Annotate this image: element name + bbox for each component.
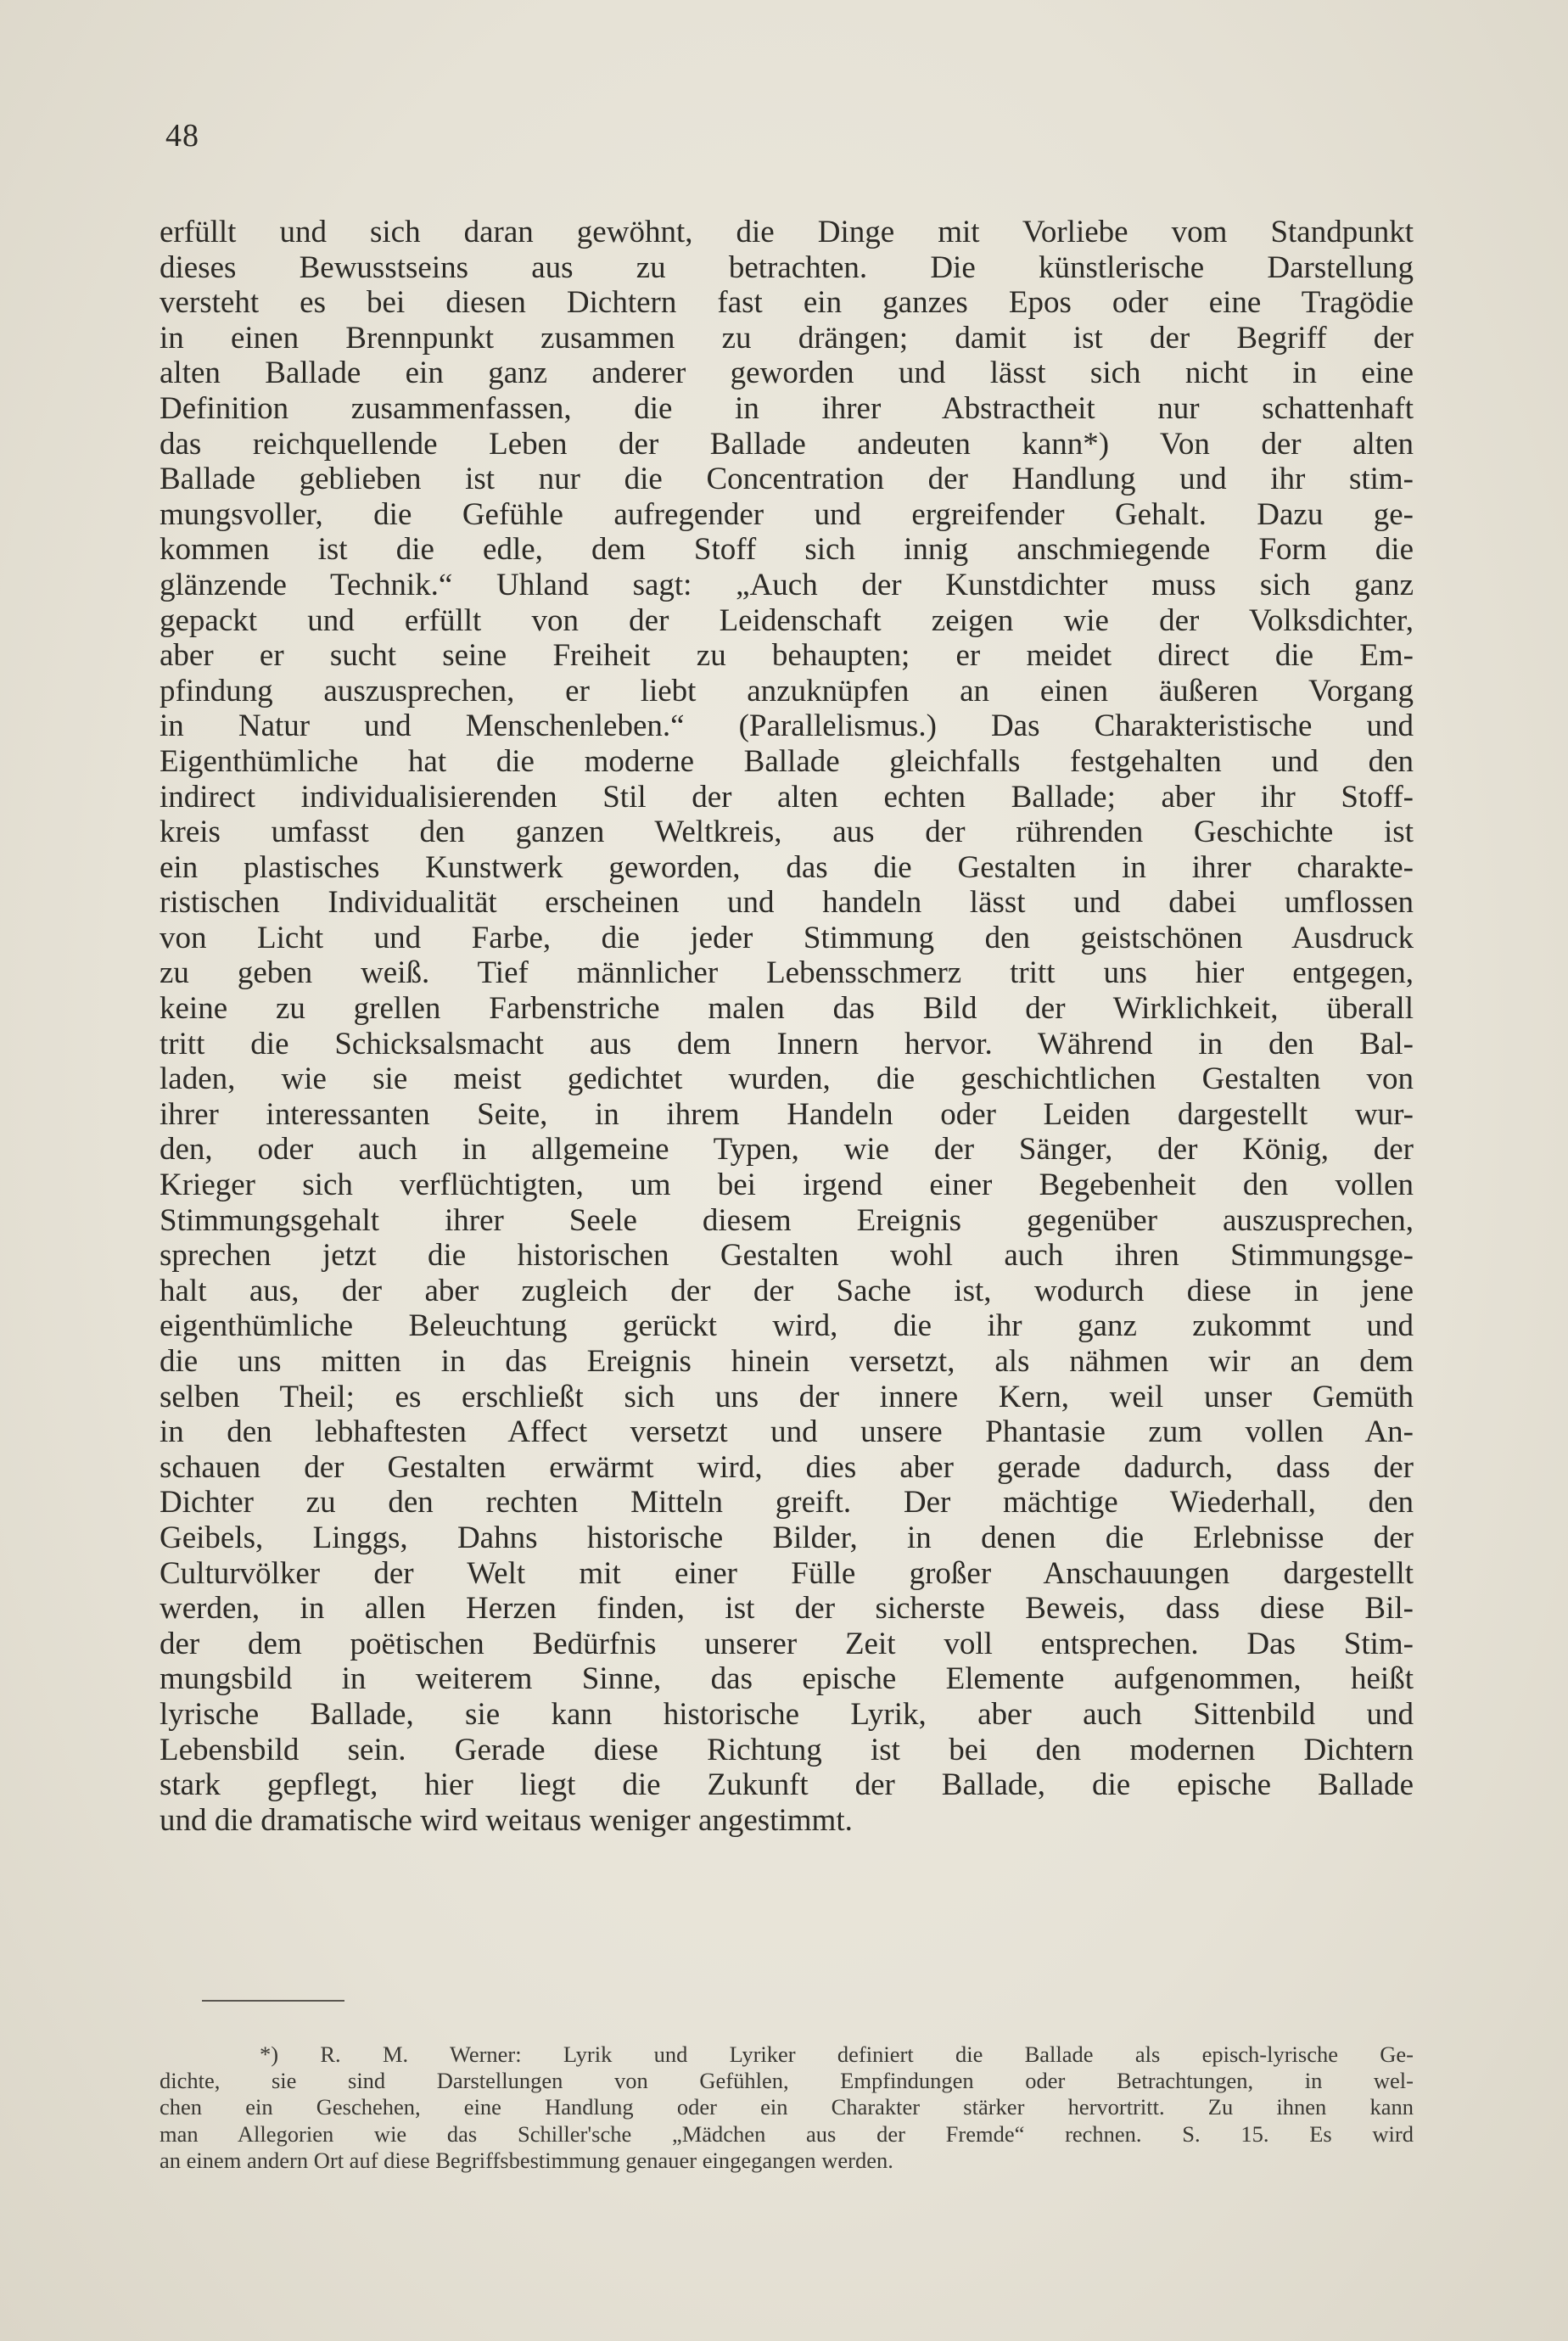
page-number: 48: [165, 118, 199, 154]
text-line: in einen Brennpunkt zusammen zu drängen; damit ist der Begriff der: [160, 320, 1414, 356]
text-line: glänzende Technik.“ Uhland sagt: „Auch der Kunstdichter muss sich ganz: [160, 567, 1414, 602]
text-line: stark gepflegt, hier liegt die Zukunft der Ballade, die epische Ballade: [160, 1767, 1414, 1803]
text-line: gepackt und erfüllt von der Leidenschaft zeigen wie der Volksdichter,: [160, 602, 1414, 638]
text-line: in Natur und Menschenleben.“ (Parallelismus.) Das Charakteristische und: [160, 708, 1414, 744]
text-line: ein plastisches Kunstwerk geworden, das die Gestalten in ihrer charakte-: [160, 849, 1414, 885]
text-line: erfüllt und sich daran gewöhnt, die Dinge mit Vorliebe vom Standpunkt: [160, 215, 1414, 249]
text-line: aber er sucht seine Freiheit zu behaupten; er meidet direct die Em-: [160, 638, 1414, 674]
text-line: alten Ballade ein ganz anderer geworden und lässt sich nicht in eine: [160, 356, 1414, 391]
text-line: Stimmungsgehalt ihrer Seele diesem Ereignis gegenüber auszusprechen,: [160, 1202, 1414, 1238]
text-line: ihrer interessanten Seite, in ihrem Handeln oder Leiden dargestellt wur-: [160, 1096, 1414, 1132]
text-line: Definition zusammenfassen, die in ihrer Abstractheit nur schattenhaft: [160, 390, 1414, 426]
text-line: sprechen jetzt die historischen Gestalten wohl auch ihren Stimmungsge-: [160, 1238, 1414, 1274]
text-line: tritt die Schicksalsmacht aus dem Innern hervor. Während in den Bal-: [160, 1026, 1414, 1061]
text-line: indirect individualisierenden Stil der alten echten Ballade; aber ihr Stoff-: [160, 779, 1414, 815]
text-line: schauen der Gestalten erwärmt wird, dies aber gerade dadurch, dass der: [160, 1449, 1414, 1485]
text-line: pfindung auszusprechen, er liebt anzuknüpfen an einen äußeren Vorgang: [160, 673, 1414, 708]
text-line: mungsvoller, die Gefühle aufregender und ergreifender Gehalt. Dazu ge-: [160, 496, 1414, 532]
text-line: halt aus, der aber zugleich der der Sache ist, wodurch diese in jene: [160, 1273, 1414, 1308]
text-line-last: und die dramatische wird weitaus weniger angestimmt.: [160, 1802, 853, 1838]
text-line: selben Theil; es erschließt sich uns der innere Kern, weil unser Gemüth: [160, 1379, 1414, 1414]
text-line: kommen ist die edle, dem Stoff sich innig anschmiegende Form die: [160, 532, 1414, 568]
text-line: laden, wie sie meist gedichtet wurden, die geschichtlichen Gestalten von: [160, 1061, 1414, 1097]
text-line: Ballade geblieben ist nur die Concentration der Handlung und ihr stim-: [160, 462, 1414, 497]
text-line: Eigenthümliche hat die moderne Ballade gleichfalls festgehalten und den: [160, 743, 1414, 779]
text-line: Culturvölker der Welt mit einer Fülle großer Anschauungen dargestellt: [160, 1555, 1414, 1591]
text-line: ristischen Individualität erscheinen und handeln lässt und dabei umflossen: [160, 885, 1414, 921]
text-line: den, oder auch in allgemeine Typen, wie der Sänger, der König, der: [160, 1132, 1414, 1168]
footnote: [160, 2041, 1414, 2174]
footnote-separator: [202, 2000, 344, 2002]
footnote-line: chen ein Geschehen, eine Handlung oder ein Charakter stärker hervortritt. Zu ihnen kann: [160, 2094, 1414, 2120]
text-line: in den lebhaftesten Affect versetzt und unsere Phantasie zum vollen An-: [160, 1414, 1414, 1450]
text-line: mungsbild in weiterem Sinne, das epische Elemente aufgenommen, heißt: [160, 1661, 1414, 1697]
text-line: kreis umfasst den ganzen Weltkreis, aus der rührenden Geschichte ist: [160, 815, 1414, 850]
text-line: eigenthümliche Beleuchtung gerückt wird, die ihr ganz zukommt und: [160, 1308, 1414, 1344]
footnote-line: *) R. M. Werner: Lyrik und Lyriker definiert die Ballade als episch-lyrische Ge-: [260, 2041, 1414, 2067]
text-line: das reichquellende Leben der Ballade andeuten kann*) Von der alten: [160, 426, 1414, 462]
text-line: lyrische Ballade, sie kann historische Lyrik, aber auch Sittenbild und: [160, 1696, 1414, 1732]
text-line: versteht es bei diesen Dichtern fast ein ganzes Epos oder eine Tragödie: [160, 285, 1414, 321]
text-line: keine zu grellen Farbenstriche malen das Bild der Wirklichkeit, überall: [160, 991, 1414, 1027]
text-line: Dichter zu den rechten Mitteln greift. Der mächtige Wiederhall, den: [160, 1485, 1414, 1521]
footnote-line: dichte, sie sind Darstellungen von Gefühlen, Empfindungen oder Betrachtungen, in wel-: [160, 2068, 1414, 2094]
text-line: werden, in allen Herzen finden, ist der sicherste Beweis, dass diese Bil-: [160, 1591, 1414, 1627]
text-line: Krieger sich verflüchtigten, um bei irgend einer Begebenheit den vollen: [160, 1168, 1414, 1203]
footnote-line: man Allegorien wie das Schiller'sche „Mädchen aus der Fremde“ rechnen. S. 15. Es wird: [160, 2120, 1414, 2147]
footnote-line-last: an einem andern Ort auf diese Begriffsbestimmung genauer eingegangen werden.: [160, 2147, 893, 2173]
text-line: der dem poëtischen Bedürfnis unserer Zeit voll entsprechen. Das Stim-: [160, 1626, 1414, 1661]
main-text: [160, 215, 1414, 1838]
text-line: dieses Bewusstseins aus zu betrachten. Die künstlerische Darstellung: [160, 249, 1414, 285]
text-line: Geibels, Linggs, Dahns historische Bilder, in denen die Erlebnisse der: [160, 1520, 1414, 1555]
text-line: Lebensbild sein. Gerade diese Richtung ist bei den modernen Dichtern: [160, 1732, 1414, 1767]
text-line: zu geben weiß. Tief männlicher Lebensschmerz tritt uns hier entgegen,: [160, 955, 1414, 991]
text-line: die uns mitten in das Ereignis hinein versetzt, als nähmen wir an dem: [160, 1344, 1414, 1379]
text-line: von Licht und Farbe, die jeder Stimmung den geistschönen Ausdruck: [160, 920, 1414, 955]
